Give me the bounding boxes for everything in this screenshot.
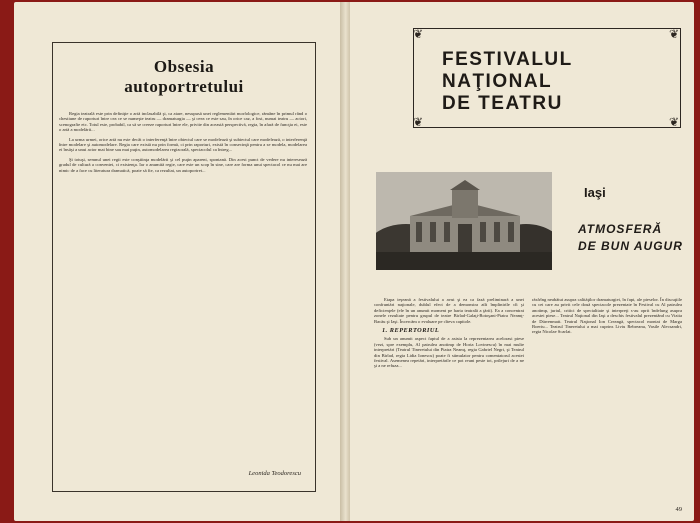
city-heading: Iaşi [584,185,606,200]
article-frame [52,42,316,492]
page-number: 49 [675,506,682,513]
paragraph: Regia teatrală este prin definiţie o artă inclasabilă şi, ca atare, nesupusă unei reglementări morfologice, rămâne în primul rând o chestiune de raporturi între cea ce se numeşte teatru — dramaturgia — şi ceea ce este sau, în orice caz, a fost, numai teatru — actori, scenografie etc. Totul este, probabil, ca să se creeze raporturi între ele, privite din această perspectivă, regia, în afară de funcţia ei, este o artă a modelării... [59,111,307,133]
paragraph: răsfrîng neabătut asupra calităţilor dramaturgiei, în fapt, ale pieselor. În discuţiile cu cei care au privit cele două spectacole prezentate în Festival cu Al patrulea anotimp, juriul, critici de specialitate şi interpreţi s-au oprit îndelung asupra acestei piese... Teatrul Naţional din Iaşi a deschis festivalul prezentând cu Vizita de Dürrenmatt. Teatrul Naţional Ion Creangă, spectacol montat de Marga Boeriu... Teatrul Tineretului a mai cuprins Liviu Rebreanu, Vasile Alecsandri, regia Nicolae Scarlat. [532,297,682,335]
title-line-2: autoportretului [124,77,244,96]
article-title [59,57,309,97]
paragraph: Şi totuşi, semnul unei regii este conştiinţa modelării şi cel puţin aparent, spontană. Din acest punct de vedere nu interesează gradul de cultură a conventei, ci existenţa. Iar o anumită regie, care este un scop în sine, care are forma unui spectacol ce nu mai are nimic de a face cu literatura dramatică, poate să fie, ca rezultat, un autoportret... [59,156,307,173]
subtitle-line-1: ATMOSFERĂ [578,222,663,236]
corner-ornament-icon: ❦ [669,115,680,129]
author-signature: Leonida Teodorescu [248,470,301,477]
paragraph: La urma urmei, orice artă nu este decât o interferenţă între obiectul care se modelează şi subiectul care modelează, o interferenţă între modelare şi automodelare. Regia care există nu prin formă, ci prin raporturi, există în consecinţă pentru a se modela, modelarea ei însăşi a unui actor mai bine sau mai puţin, automodelarea regizorală, spectacolul ca întreg... [59,136,307,153]
text-column-1 [374,297,524,497]
corner-ornament-icon: ❦ [413,27,424,41]
article-body [59,111,307,479]
title-line-3: DE TEATRU [442,93,563,114]
subtitle-line-2: DE BUN AUGUR [578,239,683,253]
right-page [350,2,694,521]
paragraph: Etapa ieşeană a festivalului a avut şi ea ca fază preliminară a unei confruntări naţionale, dublul efect de a demonstra atît împlinirile cît şi deficienţele (ele în un anumit moment pe harta teatrală a ţării). Ea a concentrat zonele rezultate pentru grupul de teatre Birlad-Galaţi-Botoşani-Piatra Neamţ-Bacău şi Iaşi. Încercăm o evaluare pe cîteva capitole. [374,297,524,324]
left-page [14,2,346,521]
title-line-2: NAŢIONAL [442,71,553,92]
corner-ornament-icon: ❦ [669,27,680,41]
section-heading: 1. REPERTORIUL [382,327,440,335]
text-column-2 [532,297,682,497]
festival-title-box [413,28,681,128]
paragraph: Sub un anumit aspect faptul de a asista la reprezentarea acelorasi piese (vezi, spre exemplu, Al patrulea anotimp de Horia Lovinescu) în mai multe interpretări (Teatrul Tineretului din Piatra Neamţ, regia Gabriel Negri, şi Teatrul din Birlad, regia Lidia Ionescu) poate fi stimulator pentru comentatorul acestei festival. Asemenea repetări, interpretările ce pot reuni peste tot, prilejuri de a ne şi a ne refuza... [374,336,524,369]
article-subtitle [578,221,686,255]
corner-ornament-icon: ❦ [413,115,424,129]
title-line-1: FESTIVALUL [442,49,573,70]
festival-title [442,49,670,115]
theatre-photo [376,172,552,270]
title-line-1: Obsesia [153,57,215,76]
theatre-building-illustration [376,172,552,270]
